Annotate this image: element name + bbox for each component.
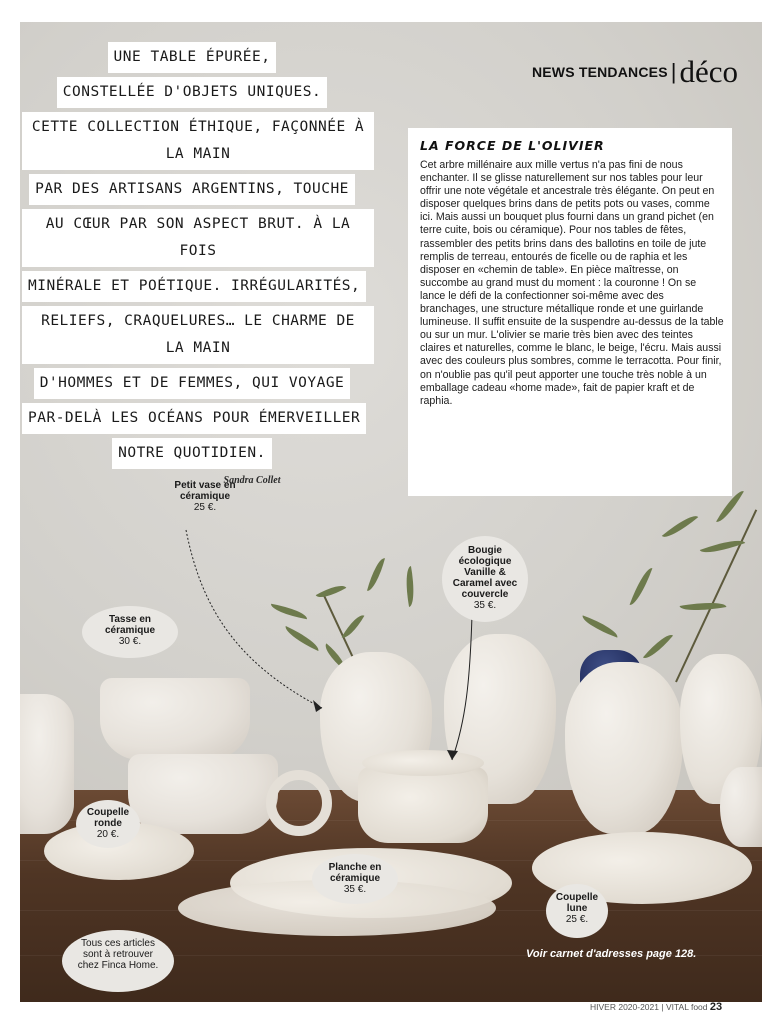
- page-folio: HIVER 2020-2021 | VITAL food 23: [590, 1001, 723, 1013]
- quote-author: Sandra Collet: [223, 475, 281, 486]
- lidded-jar: [358, 767, 488, 843]
- product-name-coupelle-ronde: Coupelle ronde: [86, 807, 130, 829]
- stacked-cup-top: [100, 678, 250, 760]
- product-price-coupelle-lune: 25 €.: [565, 914, 589, 925]
- cup-handle: [266, 770, 332, 836]
- availability-note: Tous ces articles sont à retrouver chez Finca Home.: [77, 938, 159, 971]
- quote-line: PAR-DELÀ LES OCÉANS POUR ÉMERVEILLER: [22, 403, 366, 434]
- quote-line: UNE TABLE ÉPURÉE,: [108, 42, 277, 73]
- section-header: [448, 54, 738, 90]
- address-reference: Voir carnet d'adresses page 128.: [526, 948, 697, 960]
- product-name-bougie: Bougie écologique Vanille & Caramel avec couvercle: [452, 545, 518, 600]
- quote-line: PAR DES ARTISANS ARGENTINS, TOUCHE: [29, 174, 355, 205]
- article-title: LA FORCE DE L'OLIVIER: [420, 138, 605, 153]
- folio-page-number: 23: [709, 1001, 723, 1013]
- product-price-planche: 35 €.: [343, 884, 367, 895]
- product-price-tasse: 30 €.: [118, 636, 142, 647]
- stacked-cup-bottom: [128, 754, 278, 834]
- label-bougie: [446, 545, 524, 611]
- product-price-coupelle-ronde: 20 €.: [96, 829, 120, 840]
- folio-magazine: VITAL food: [665, 1002, 708, 1012]
- section-category: déco: [679, 54, 738, 89]
- section-title: NEWS TENDANCES: [531, 64, 668, 80]
- article-body: Cet arbre millénaire aux mille vertus n'a pas fini de nous enchanter. Il se glisse naturellement sur nos tables pour leur offrir une note végétale et ancestrale très élégante. On peut en disposer quelques brins dans de petits pots ou vases, comme ici. Mais aussi un bouquet plus fourni dans un grand pichet (en terre cuite, bois ou céramique). Pour nos tables de fêtes, rassembler des petits brins dans des ballotins en toile de jute remplis de terreau, entourés de ficelle ou de raphia et les disposer en «chemin de table». En pièce maîtresse, on succombe au grand must du moment : la couronne ! On se lance le défi de la confectionner soi-même avec des branchages, une structure métallique ronde et une guirlande lumineuse. Il suffit ensuite de la suspendre au-dessus de la table ou sur un mur. L'olivier se marie très bien avec des teintes claires et naturelles, comme le blanc, le beige, l'écru. Mais aussi avec des couleurs plus sombres, comme le terracotta. Pour finir, on n'oublie pas qu'il peut apporter une touche très noble à un emballage cadeau «home made», fait de papier kraft et de raphia.: [420, 159, 724, 407]
- quote-line: RELIEFS, CRAQUELURES… LE CHARME DE LA MAIN: [22, 306, 374, 364]
- header-separator: |: [670, 59, 677, 84]
- product-price-bougie: 35 €.: [473, 600, 497, 611]
- product-name-coupelle-lune: Coupelle lune: [555, 892, 599, 914]
- article-box: [408, 128, 732, 496]
- folio-issue: HIVER 2020-2021: [590, 1002, 659, 1012]
- label-coupelle-ronde: [76, 807, 140, 840]
- quote-line: D'HOMMES ET DE FEMMES, QUI VOYAGE: [34, 368, 351, 399]
- quote-line: MINÉRALE ET POÉTIQUE. IRRÉGULARITÉS,: [22, 271, 366, 302]
- product-price-vase: 25 €.: [193, 502, 217, 513]
- quote-line: CONSTELLÉE D'OBJETS UNIQUES.: [57, 77, 327, 108]
- product-name-vase: Petit vase en céramique: [174, 480, 236, 502]
- pull-quote: [22, 42, 365, 486]
- jar-lid: [362, 750, 484, 776]
- large-white-vase: [565, 662, 683, 834]
- label-planche: [312, 862, 398, 895]
- bowl-right-edge: [720, 767, 762, 847]
- label-coupelle-lune: [546, 892, 608, 925]
- left-cups: [20, 694, 74, 834]
- product-name-tasse: Tasse en céramique: [104, 614, 156, 636]
- quote-line: CETTE COLLECTION ÉTHIQUE, FAÇONNÉE À LA MAIN: [22, 112, 374, 170]
- quote-line: NOTRE QUOTIDIEN.: [112, 438, 272, 469]
- product-name-planche: Planche en céramique: [328, 862, 382, 884]
- label-tasse: [88, 614, 172, 647]
- label-vase: [160, 480, 250, 513]
- quote-line: AU CŒUR PAR SON ASPECT BRUT. À LA FOIS: [22, 209, 374, 267]
